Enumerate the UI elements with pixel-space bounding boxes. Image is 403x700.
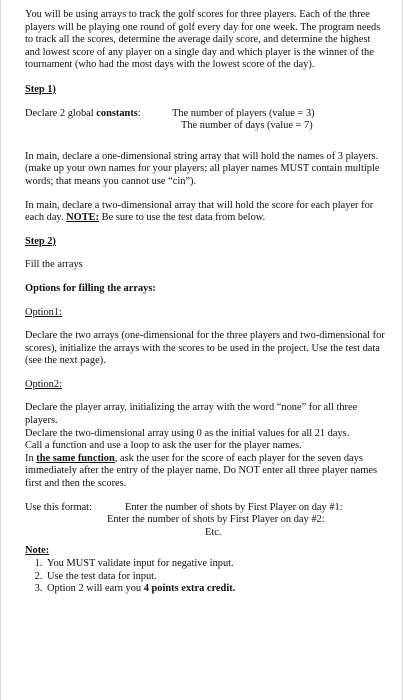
two-dim-text: In main, declare a two-dimensional array that will hold the score for each player for each day. [25, 199, 374, 224]
format-line-1: Enter the number of shots by First Player on day #1: [125, 501, 343, 513]
options-title: Options for filling the arrays: [25, 282, 156, 294]
note-inline-label: NOTE: [66, 212, 100, 224]
note-list [25, 558, 392, 596]
format-line-2: Enter the number of shots by First Player on day #2: [107, 514, 325, 526]
constants-label-suffix: : [137, 107, 141, 119]
option1-label: Option1: [25, 306, 62, 318]
option2-line-2: Declare the two-dimensional array using 0 as the initial values for all 21 days. [25, 427, 350, 439]
fill-arrays-text: Fill the arrays [25, 259, 83, 271]
option2-line-3: Call a function and use a loop to ask the user for the player names. [25, 440, 302, 452]
constants-label-prefix: Declare 2 global [25, 107, 97, 119]
same-function-emphasis: the same function [36, 452, 115, 464]
constants-label-bold: constants [96, 107, 138, 119]
extra-credit-emphasis: 4 points extra credit. [143, 583, 236, 595]
option2-text [25, 402, 385, 490]
string-array-paragraph: In main, declare a one-dimensional string array that will hold the names of 3 players. (make up your own names for your players; all player names MUST contain multiple words; that means you cannot use “cin”). [25, 150, 380, 187]
note-title: Note: [25, 545, 50, 557]
constants-label [25, 108, 172, 121]
option2-line-4-pre: In [25, 452, 37, 464]
two-dim-array-paragraph [25, 200, 385, 225]
note-item-3-pre: Option 2 will earn you [47, 583, 144, 595]
option2-line-4 [25, 453, 385, 491]
constant-days: The number of days (value = 7) [181, 120, 313, 132]
format-label: Use this format: [25, 501, 92, 513]
step1-heading: Step 1) [25, 83, 56, 95]
two-dim-text-end: Be sure to use the test data from below. [99, 212, 266, 224]
constant-players: The number of players (value = 3) [172, 107, 315, 119]
option2-line-4-post: , ask the user for the score of each player for the seven days immediately after the entry of the player name. Do NOT enter all three player names first and then the scores. [25, 452, 378, 490]
option2-label: Option2: [25, 378, 62, 390]
note-item-1: 1. You MUST validate input for negative input. [45, 558, 392, 571]
format-etc: Etc. [205, 526, 222, 538]
constants-row [25, 108, 392, 121]
note-item-2: 2. Use the test data for input. [45, 571, 392, 584]
format-row [25, 502, 392, 515]
option2-line-1: Declare the player array, initializing the array with the word “none” for all three players. [25, 402, 358, 427]
step2-heading: Step 2) [25, 235, 56, 247]
note-item-3 [45, 583, 392, 596]
option1-text: Declare the two arrays (one-dimensional for the three players and two-dimensional for scores), initialize the arrays with the scores to be used in the project. Use the test data (see the next page). [25, 330, 385, 367]
intro-paragraph: You will be using arrays to track the golf scores for three players. Each of the three players will be playing one round of golf every day for one week. The program needs to track all the scores, determine the average daily score, and determine the highest and lowest score of any player on a single day and which player is the winner of the tournament (who had the most days with the lowest score of the day). [25, 9, 381, 71]
